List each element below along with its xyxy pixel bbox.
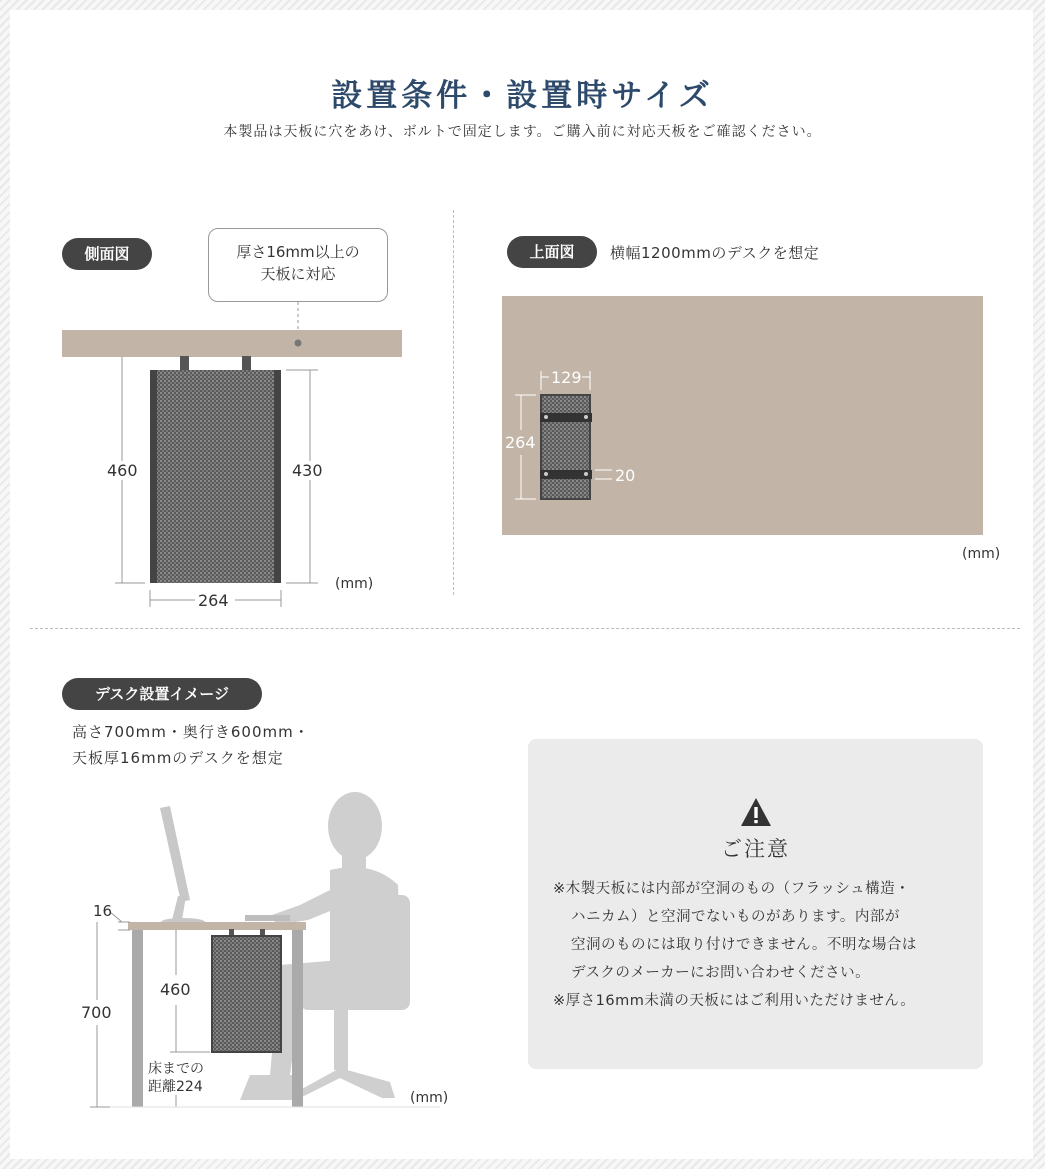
desk-dim-16: 16 [93, 902, 113, 920]
desk-scene [0, 0, 520, 1160]
page-subtitle: 本製品は天板に穴をあけ、ボルトで固定します。ご購入前に対応天板をご確認ください。 [223, 124, 822, 140]
desk-dim-700: 700 [81, 1003, 112, 1022]
product-top [541, 395, 590, 499]
notice-title: ご注意 [721, 837, 790, 861]
side-dim-264: 264 [198, 591, 229, 610]
desk-leg-left [132, 930, 143, 1107]
floor-distance-line-1: 床までの [148, 1061, 204, 1077]
top-view-label: 上面図 [507, 236, 597, 268]
top-view-description: 横幅1200mmのデスクを想定 [610, 244, 820, 262]
floor-distance [148, 1060, 204, 1096]
page-title: 設置条件・設置時サイズ [331, 78, 714, 114]
side-dim-430: 430 [292, 461, 323, 480]
notice-box [528, 739, 983, 1069]
desk-dim-460: 460 [160, 980, 191, 999]
callout-line-1: 厚さ16mm以上の [236, 243, 360, 261]
desk-leg-right [292, 930, 303, 1107]
desk-top-scene [128, 922, 306, 930]
top-dim-129: 129 [551, 368, 582, 387]
side-dim-460: 460 [107, 461, 138, 480]
top-dim-20: 20 [615, 466, 636, 485]
notice-line-2: ハニカム）と空洞でないものがあります。内部が [571, 909, 900, 925]
notice-body [553, 875, 917, 1015]
floor-distance-line-2: 距離224 [148, 1079, 203, 1095]
callout-line-2: 天板に対応 [260, 265, 336, 283]
side-view-label: 側面図 [62, 238, 152, 270]
warning-icon [740, 797, 772, 827]
desk-condition-line-2: 天板厚16mmのデスクを想定 [72, 749, 284, 767]
top-unit: (mm) [962, 546, 1001, 562]
monitor-illustration [160, 806, 205, 926]
product-scene [212, 936, 281, 1052]
desk-unit: (mm) [410, 1090, 449, 1106]
notice-line-4: デスクのメーカーにお問い合わせください。 [571, 965, 871, 981]
side-unit: (mm) [335, 576, 374, 592]
desk-image-label: デスク設置イメージ [62, 678, 262, 710]
top-dim-264: 264 [505, 433, 536, 452]
notice-line-1: ※木製天板には内部が空洞のもの（フラッシュ構造・ [553, 881, 911, 897]
notice-line-5: ※厚さ16mm未満の天板にはご利用いただけません。 [553, 993, 916, 1009]
desk-condition-line-1: 高さ700mm・奥行き600mm・ [72, 723, 310, 741]
notice-line-3: 空洞のものには取り付けできません。不明な場合は [571, 937, 917, 953]
